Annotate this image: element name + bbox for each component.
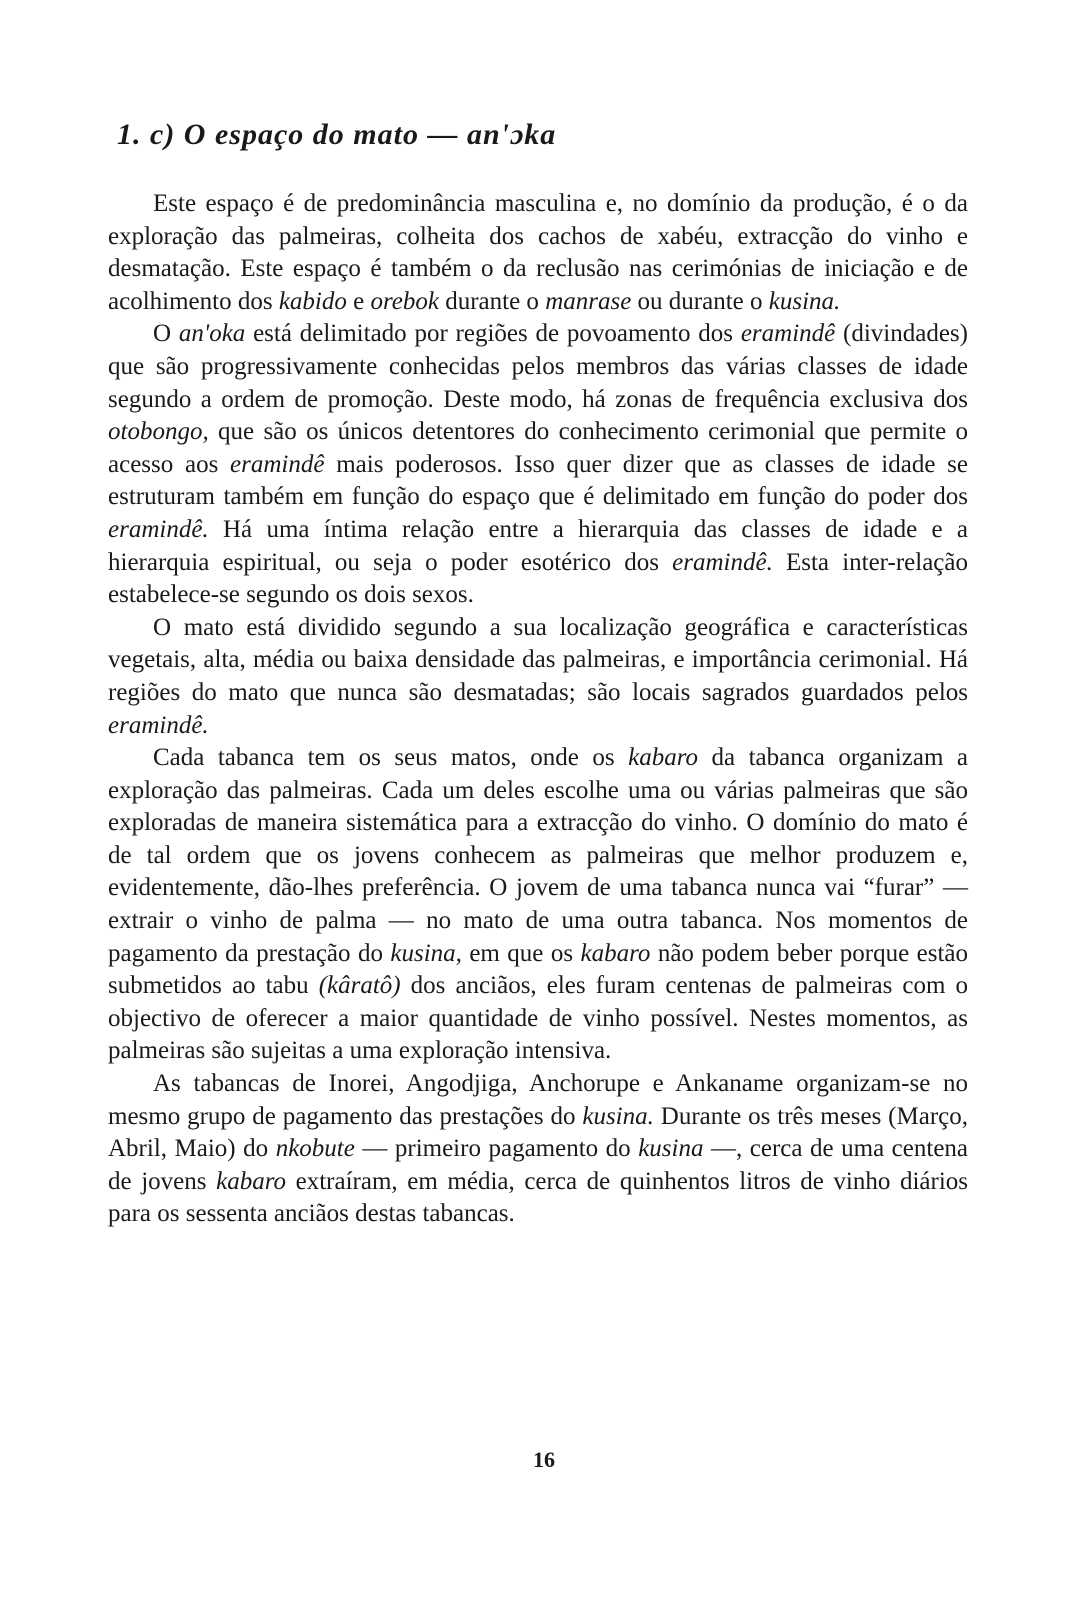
italic-term: eramindê bbox=[230, 450, 325, 478]
italic-term: eramindê bbox=[740, 320, 836, 348]
text-run: mais poderosos. Isso quer dizer que as classes de idade se estruturam também em função do espaço que é delimitado em função do poder dos bbox=[108, 450, 968, 511]
paragraph bbox=[108, 318, 968, 611]
section-heading-prefix: 1. c) O espaço do mato — bbox=[117, 118, 467, 151]
text-run: em que os bbox=[461, 939, 581, 967]
text-run: (divindades) que são progressivamente conhecidas pelos membros das várias classes de idade segundo a ordem de promoção. Deste modo, há zonas de frequência exclusiva dos bbox=[108, 320, 968, 413]
text-run: —, cerca de uma centena de jovens bbox=[108, 1135, 969, 1195]
italic-term: kabido bbox=[278, 287, 347, 315]
italic-term: eramindê. bbox=[672, 548, 773, 576]
text-run: O bbox=[153, 320, 179, 348]
italic-term: kusina. bbox=[768, 287, 841, 315]
italic-term: nkobute bbox=[275, 1135, 355, 1163]
text-run: da tabanca organizam a exploração das palmeiras. Cada um deles escolhe uma ou várias palmeiras que são exploradas de maneira sistemática para a extracção do vinho. O domínio do mato é de tal ordem que os jovens conhecem as palmeiras que melhor produzem e, evidentemente, dão-lhes preferência. O jovem de uma tabanca nunca vai “furar” — extrair o vinho de palma — no mato de uma outra tabanca. Nos momentos de pagamento da prestação do bbox=[108, 744, 969, 967]
text-run: extraíram, em média, cerca de quinhentos litros de vinho diários para os sessenta anciãos destas tabancas. bbox=[108, 1167, 968, 1228]
italic-term: eramindê. bbox=[108, 515, 209, 543]
text-run: durante o bbox=[438, 287, 546, 315]
italic-term: eramindê. bbox=[108, 711, 209, 739]
text-run: ou durante o bbox=[631, 287, 769, 315]
text-run: e bbox=[346, 287, 371, 315]
italic-term: kabaro bbox=[628, 744, 699, 772]
text-run: dos anciãos, eles furam centenas de palmeiras com o objectivo de oferecer a maior quantidade de vinho possível. Nestes momentos, as palmeiras são sujeitas a uma exploração intensiva. bbox=[108, 972, 968, 1065]
text-run: Este espaço é de predominância masculina e, no domínio da produção, é o da exploração das palmeiras, colheita dos cachos de xabéu, extracção do vinho e desmatação. Este espaço é também o da reclusão nas cerimónias de iniciação e de acolhimento dos bbox=[108, 190, 968, 315]
section-heading-term: an'ɔka bbox=[466, 118, 557, 151]
text-run: Esta inter-relação estabelece-se segundo os dois sexos. bbox=[108, 548, 968, 609]
paragraph bbox=[108, 1068, 968, 1231]
page-number: 16 bbox=[533, 1447, 555, 1472]
text-run: Há uma íntima relação entre a hierarquia das classes de idade e a hierarquia espiritual, ou seja o poder esotérico dos bbox=[108, 515, 968, 576]
text-run: Cada tabanca tem os seus matos, onde os bbox=[153, 744, 629, 772]
italic-term: orebok bbox=[370, 287, 439, 315]
text-run: não podem beber porque estão submetidos ao tabu bbox=[108, 939, 968, 1000]
paragraph bbox=[108, 612, 968, 742]
italic-term: kusina. bbox=[582, 1102, 654, 1130]
italic-term: kabaro bbox=[580, 939, 651, 967]
body-text bbox=[108, 188, 968, 1231]
section-heading bbox=[117, 118, 556, 152]
text-run: O mato está dividido segundo a sua localização geográfica e características vegetais, alta, média ou baixa densidade das palmeiras, e importância cerimonial. Há regiões do mato que nunca são desmatadas; são locais sagrados guardados pelos bbox=[108, 613, 968, 706]
italic-term: (kâratô) bbox=[318, 972, 401, 1000]
text-run: que são os únicos detentores do conhecimento cerimonial que permite o acesso aos bbox=[108, 418, 968, 478]
text-run: — primeiro pagamento do bbox=[354, 1135, 639, 1163]
text-run: As tabancas de Inorei, Angodjiga, Anchorupe e Ankaname organizam-se no mesmo grupo de pagamento das prestações do bbox=[108, 1070, 968, 1130]
paragraph bbox=[108, 742, 968, 1068]
italic-term: kusina, bbox=[390, 939, 462, 967]
text-run: está delimitado por regiões de povoamento dos bbox=[245, 320, 741, 348]
text-run: Durante os três meses (Março, Abril, Maio) do bbox=[108, 1102, 969, 1163]
italic-term: otobongo, bbox=[108, 418, 209, 446]
italic-term: kusina bbox=[638, 1135, 704, 1163]
italic-term: manrase bbox=[545, 287, 632, 315]
italic-term: an'oka bbox=[178, 320, 246, 348]
paragraph bbox=[108, 188, 968, 318]
italic-term: kabaro bbox=[216, 1167, 286, 1195]
